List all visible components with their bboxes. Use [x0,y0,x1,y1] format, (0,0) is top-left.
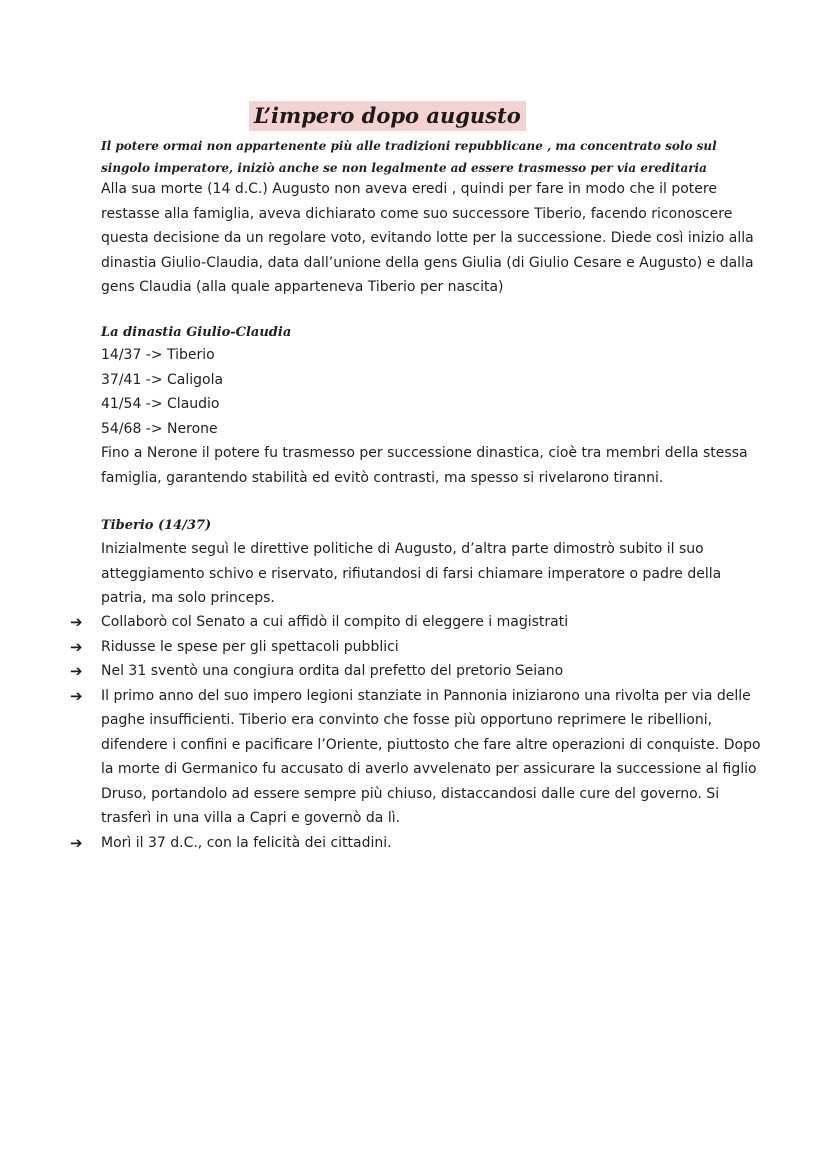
dynasty-ruler-nerone: 54/68 -> Nerone [101,420,218,437]
section-heading-tiberio: Tiberio (14/37) [101,518,212,533]
dynasty-ruler-caligola: 37/41 -> Caligola [101,371,224,388]
dynasty-ruler-claudio: 41/54 -> Claudio [101,396,220,412]
list-item: ➔ Il primo anno del suo impero legioni stanziate in Pannonia iniziarono una rivolta per via delle paghe insufficienti. Tiberio era convinto che fosse più opportuno reprimere le ribellioni, difendere i confini e pacificare l’Oriente, piuttosto che fare altre operazioni di conquiste. Dopo la morte di Germanico fu accusato di averlo avvelenato per assicurare la successione al figlio Druso, portandolo ad essere sempre più chiuso, distaccandosi dalle cure del governo. Si trasferì in una villa a Capri e governò da lì. [70,684,770,831]
list-item: ➔ Collaborò col Senato a cui affidò il compito di eleggere i magistrati [70,610,770,635]
arrow-right-icon: ➔ [70,833,83,852]
arrow-right-icon: ➔ [70,662,83,680]
dynasty-summary: Fino a Nerone il potere fu trasmesso per successione dinastica, cioè tra membri della stessa famiglia, garantendo stabilità ed evitò contrasti, ma spesso si rivelarono tiranni. [101,445,748,486]
paragraph-augusto-succession: Alla sua morte (14 d.C.) Augusto non aveva eredi , quindi per fare in modo che il potere restasse alla famiglia, aveva dichiarato come suo successore Tiberio, facendo riconoscere questa decisione da un regolare voto, evitando lotte per la successione. Diede così inizio alla dinastia Giulio-Claudia, data dall’unione della gens Giulia (di Giulio Cesare e Augusto) e dalla gens Claudia (alla quale apparteneva Tiberio per nascita) [101,181,754,295]
section-heading-dynasty: La dinastia Giulio-Claudia [101,325,292,340]
arrow-right-icon: ➔ [70,613,83,631]
arrow-right-icon: ➔ [70,686,83,705]
page-title: L’impero dopo augusto [249,101,526,131]
dynasty-ruler-tiberio: 14/37 -> Tiberio [101,347,215,363]
list-item: ➔ Morì il 37 d.C., con la felicità dei cittadini. [70,831,770,856]
intro-text: Il potere ormai non appartenente più alle tradizioni repubblicane , ma concentrato solo sul singolo imperatore, iniziò anche se non legalmente ad essere trasmesso per via ereditaria [101,139,717,175]
list-item: ➔ Ridusse le spese per gli spettacoli pubblici [70,635,770,660]
dynasty-list [101,343,761,486]
list-item: ➔ Nel 31 sventò una congiura ordita dal prefetto del pretorio Seiano [70,659,770,684]
paragraph-tiberio: Inizialmente seguì le direttive politiche di Augusto, d’altra parte dimostrò subito il suo atteggiamento schivo e riservato, rifiutandosi di farsi chiamare imperatore o padre della patria, ma solo princeps. [101,541,722,606]
tiberio-bullet-list [70,610,770,855]
arrow-right-icon: ➔ [70,637,83,656]
